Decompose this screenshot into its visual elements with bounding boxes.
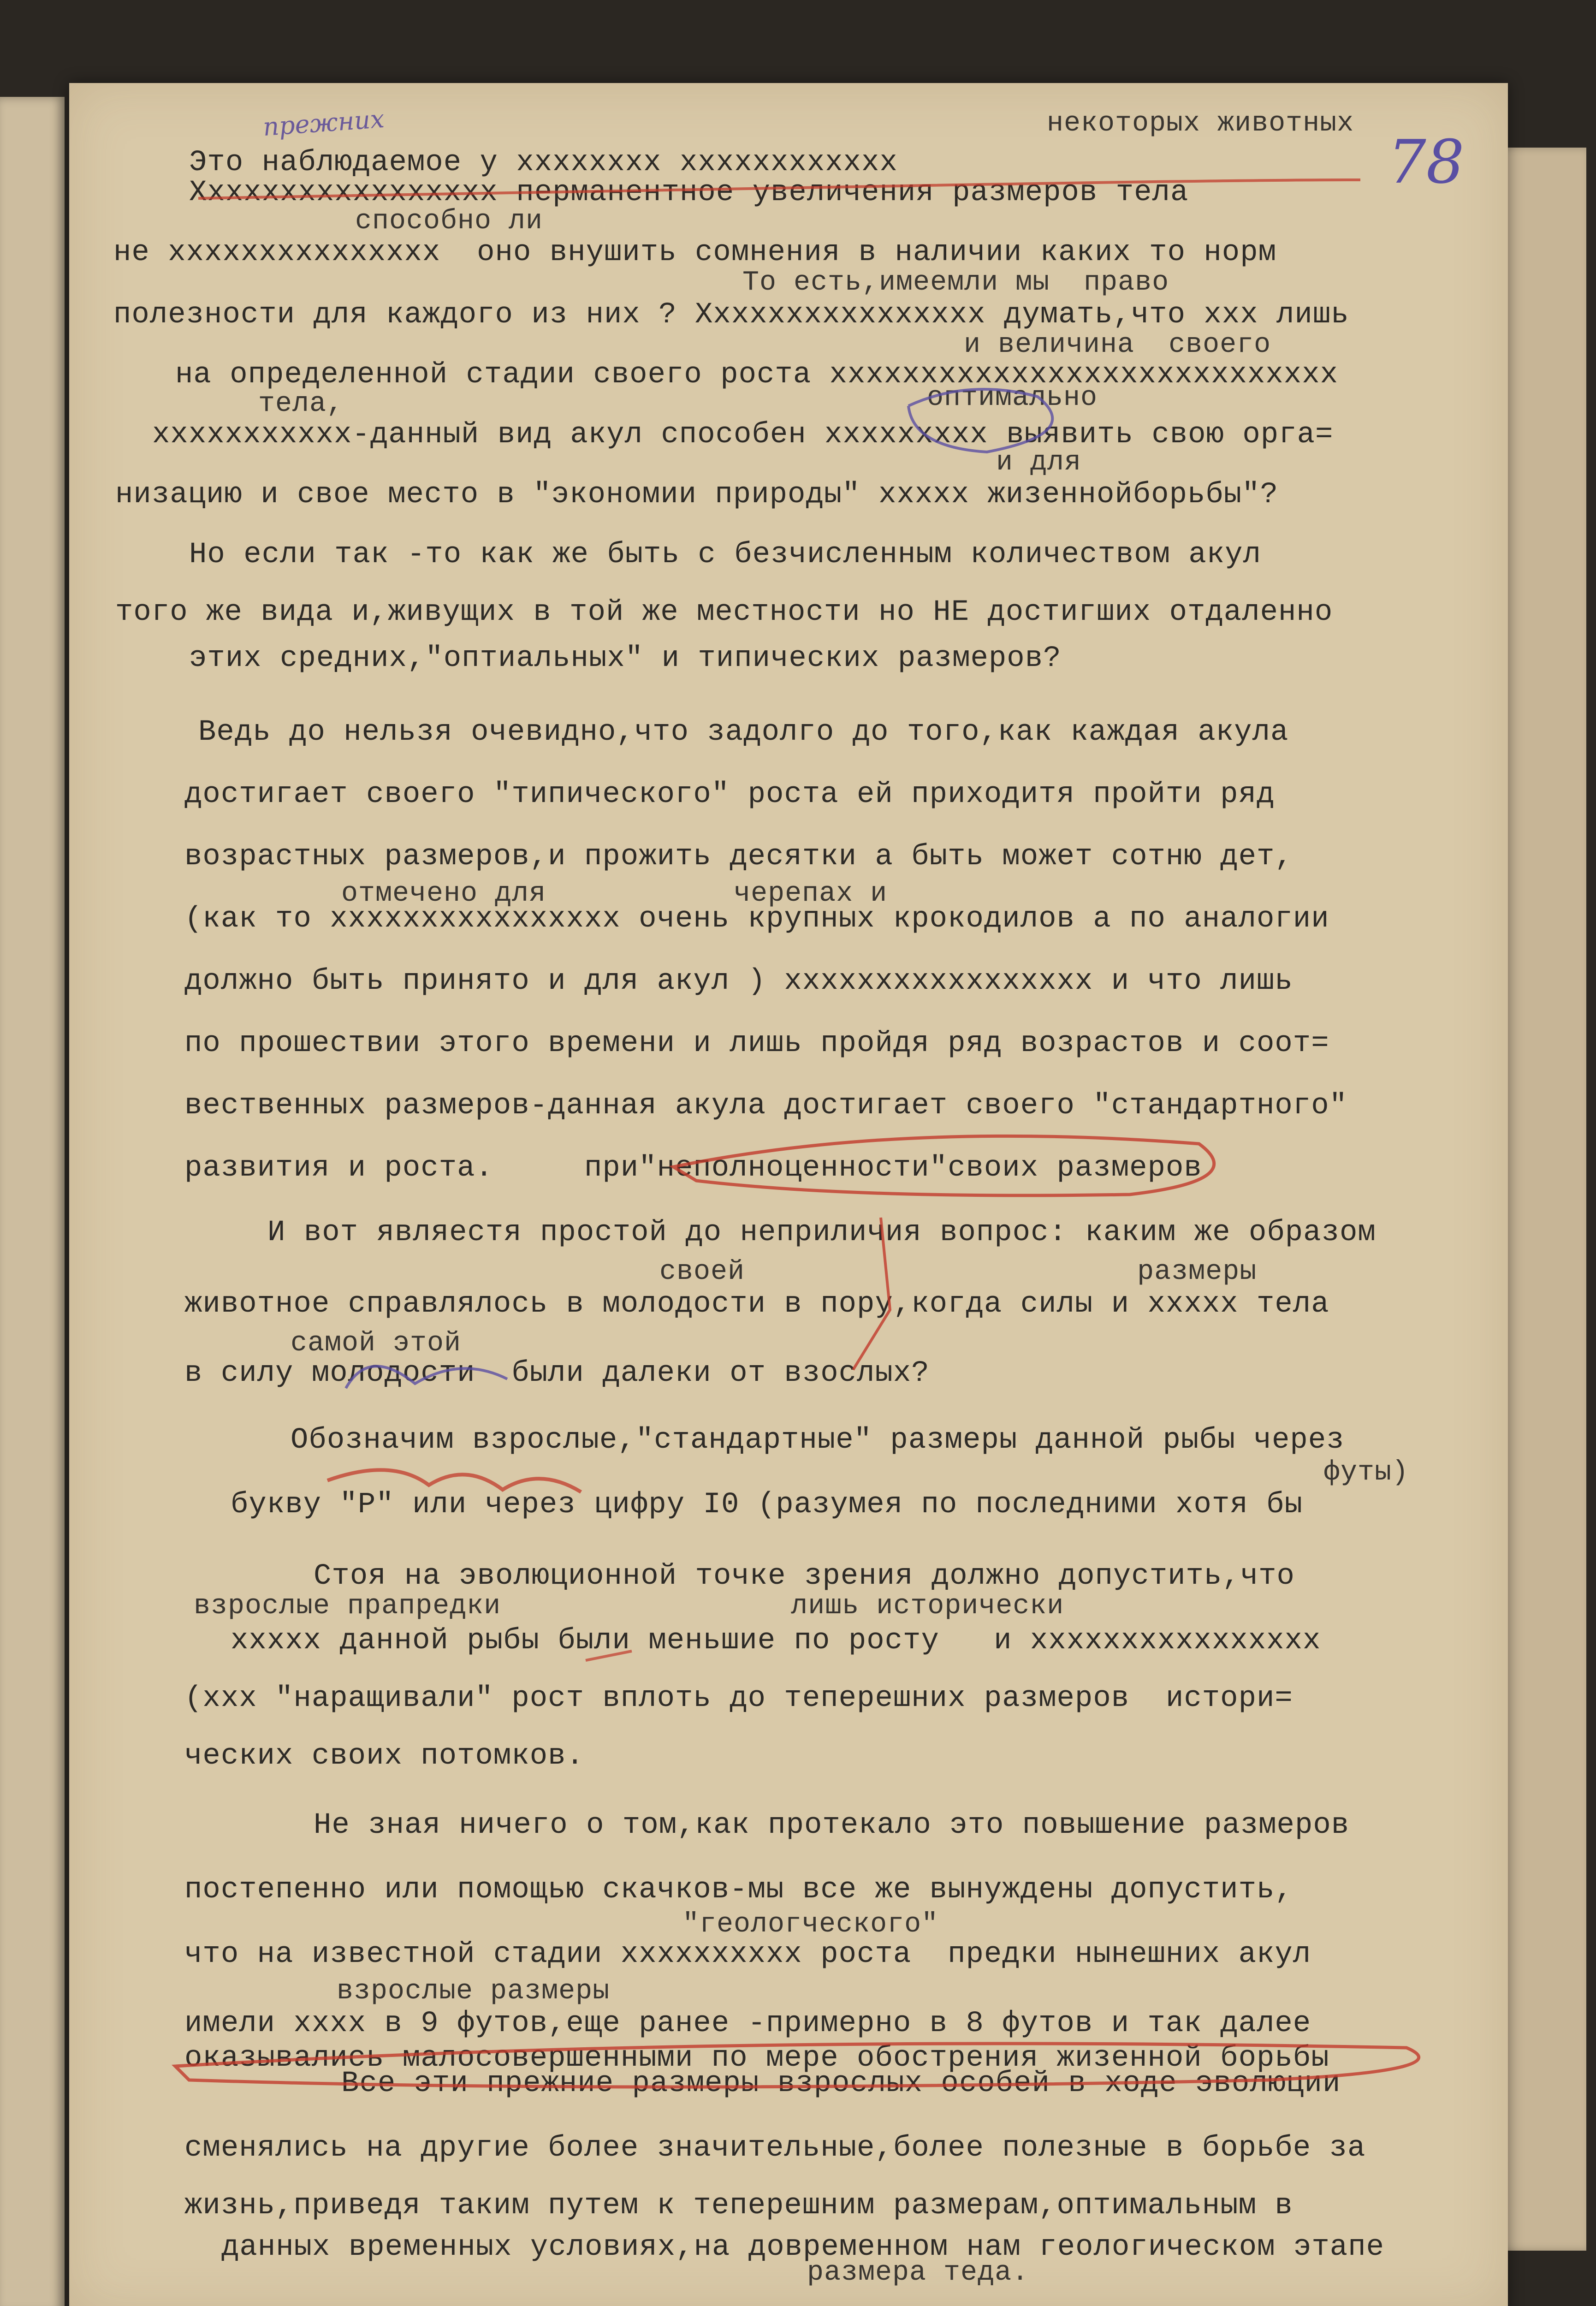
text-line: вественных размеров-данная акула достигает своего "стандартного" <box>184 1089 1347 1123</box>
text-line: не ххххххххххххххх оно внушить сомнения в наличии каких то норм <box>113 236 1276 269</box>
insert-line: То есть,имеемли мы право <box>742 267 1169 298</box>
text-line: Стоя на эволюционной точке зрения должно допустить,что <box>314 1560 1295 1593</box>
text-line: по прошествии этого времени и лишь пройдя ряд возрастов и соот= <box>184 1027 1329 1060</box>
text-line: полезности для каждого из них ? Хххххххххххххххх думать,что ххх лишь <box>113 298 1349 332</box>
page-number: 78 <box>1388 127 1465 197</box>
text-line: (как то хххххххххххххххх очень крупных крокодилов а по аналогии <box>184 903 1329 936</box>
text-line: (ххх "наращивали" рост вплоть до теперешних размеров истори= <box>184 1682 1293 1715</box>
text-line: сменялись на другие более значительные,более полезные в борьбе за <box>184 2132 1366 2165</box>
text-line: Но если так -то как же быть с безчисленным количеством акул <box>189 538 1261 571</box>
text-line: Это наблюдаемое у хххххххх хххххххххххх <box>189 146 898 179</box>
text-line: того же вида и,живущих в той же местности но НЕ достигших отдаленно <box>115 596 1333 629</box>
typed-manuscript-page <box>69 83 1508 2306</box>
text-line: животное справлялось в молодости в пору,когда силы и ххххх тела <box>184 1288 1329 1321</box>
text-line: И вот являестя простой до неприличия вопрос: каким же образом <box>267 1216 1376 1249</box>
insert-line: размера теда. <box>807 2257 1029 2288</box>
text-line: что на известной стадии хххххххххх роста предки нынешних акул <box>184 1938 1311 1971</box>
text-line: имели хххх в 9 футов,еще ранее -примерно в 8 футов и так далее <box>184 2007 1311 2040</box>
insert-line: футы) <box>1323 1457 1409 1488</box>
text-line: Все эти прежние размеры взрослых особей в ходе эволюции <box>341 2067 1341 2100</box>
text-line: данных временных условиях,на довременном нам геологическом этапе <box>221 2231 1384 2264</box>
text-line: букву "Р" или через цифру I0 (разумея по последними хотя бы <box>231 1488 1303 1521</box>
insert-line: тела, <box>258 388 344 420</box>
insert-line: и для <box>996 447 1082 478</box>
text-line: в силу молодости были далеки от взослых? <box>184 1357 930 1390</box>
pencil-note: прежних <box>262 104 386 142</box>
text-line: ххххх данной рыбы были меньшие по росту и хххххххххххххххх <box>231 1624 1321 1658</box>
insert-line: взрослые прапредки лишь исторически <box>194 1591 1064 1622</box>
text-line: Не зная ничего о том,как протекало это повышение размеров <box>314 1809 1350 1842</box>
text-line: возрастных размеров,и прожить десятки а быть может сотню дет, <box>184 840 1293 874</box>
insert-line: и величина своего <box>964 329 1271 361</box>
text-line: жизнь,приведя таким путем к теперешним размерам,оптимальным в <box>184 2189 1293 2223</box>
text-line: ческих своих потомков. <box>184 1740 584 1773</box>
text-line: низацию и свое место в "экономии природы" ххххх жизеннойборьбы"? <box>115 478 1278 511</box>
insert-line: взрослые размеры <box>337 1976 610 2007</box>
text-line: развития и роста. при"неполноценности"своих размеров <box>184 1152 1202 1185</box>
insert-line: некоторых животных <box>1047 108 1354 139</box>
insert-line: "геологческого" <box>682 1909 939 1940</box>
insert-line: отмечено для черепах и <box>341 878 888 909</box>
text-line: должно быть принято и для акул ) ххххххххххххххххх и что лишь <box>184 965 1293 998</box>
text-line: оказывались малосовершенными по мере обострения жизенной борьбы <box>184 2042 1329 2075</box>
text-line: Обозначим взрослые,"стандартные" размеры данной рыбы через <box>291 1424 1345 1457</box>
insert-line: своей размеры <box>659 1256 1257 1288</box>
text-line: этих средних,"оптиальных" и типических размеров? <box>189 642 1062 675</box>
text-line: ххххххххххх-данный вид акул способен ххххххххх выявить свою орга= <box>152 418 1334 452</box>
insert-line: оптимально <box>927 382 1098 414</box>
text-line: Ххххххххххххххххх перманентное увеличения размеров тела <box>189 176 1189 209</box>
text-line: на определенной стадии своего роста хххххххххххххххххххххххххххх <box>175 358 1338 392</box>
underlying-left-sheet <box>0 97 65 2306</box>
insert-line: самой этой <box>291 1328 462 1359</box>
text-line: достигает своего "типического" роста ей приходитя пройти ряд <box>184 778 1275 811</box>
text-line: Ведь до нельзя очевидно,что задолго до того,как каждая акула <box>198 716 1289 749</box>
text-line: постепенно или помощью скачков-мы все же вынуждены допустить, <box>184 1873 1293 1907</box>
insert-line: способно ли <box>355 206 543 237</box>
